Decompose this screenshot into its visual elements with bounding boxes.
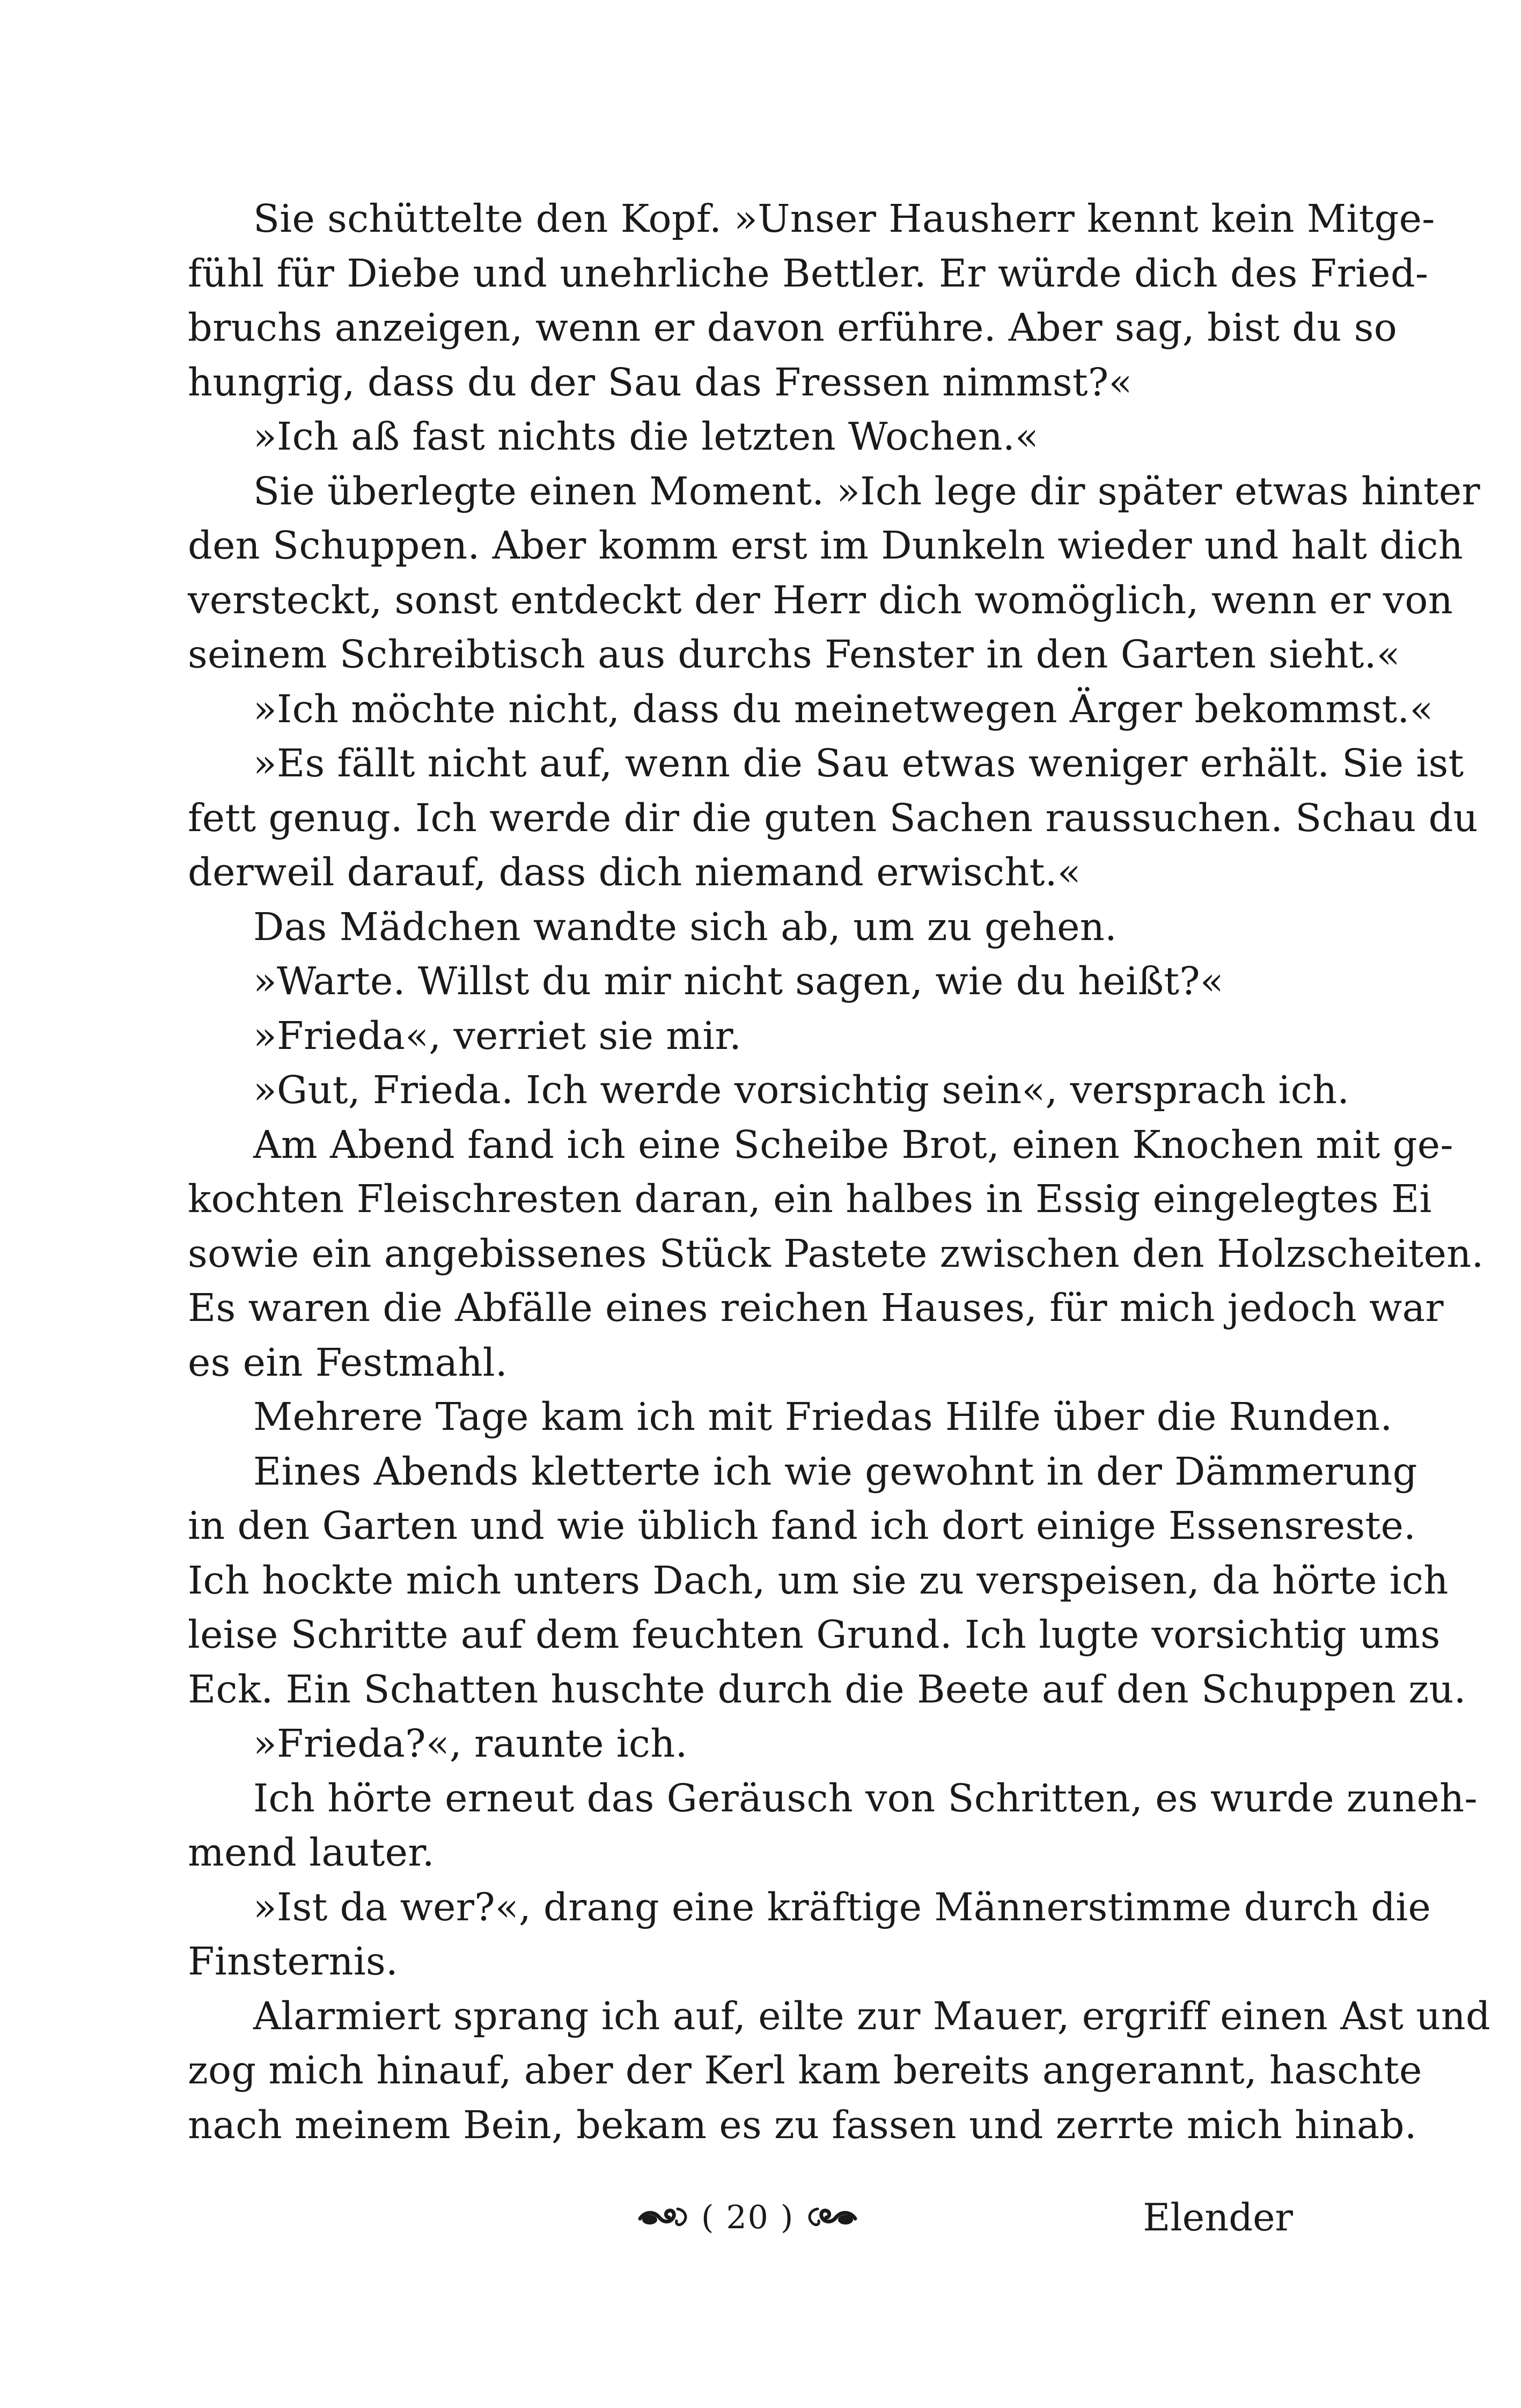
text-line: den Schuppen. Aber komm erst im Dunkeln wieder und halt dich [188, 523, 1464, 568]
text-line: bruchs anzeigen, wenn er davon erführe. Aber sag, bist du so [188, 305, 1398, 350]
text-line: es ein Festmahl. [188, 1340, 508, 1385]
text-line: fühl für Diebe und unehrliche Bettler. Er würde dich des Fried- [188, 251, 1429, 296]
text-line: Alarmiert sprang ich auf, eilte zur Mauer, ergriff einen Ast und [253, 1993, 1491, 2038]
text-line: zog mich hinauf, aber der Kerl kam bereits angerannt, haschte [188, 2048, 1422, 2093]
text-line: »Es fällt nicht auf, wenn die Sau etwas weniger erhält. Sie ist [253, 741, 1464, 785]
text-line: versteckt, sonst entdeckt der Herr dich womöglich, wenn er von [188, 577, 1453, 622]
body-text [188, 192, 1491, 2152]
text-line: Das Mädchen wandte sich ab, um zu gehen. [253, 904, 1118, 949]
page-number-group [636, 2188, 859, 2247]
text-line: leise Schritte auf dem feuchten Grund. Ich lugte vorsichtig ums [188, 1612, 1441, 1657]
text-line: »Ich aß fast nichts die letzten Wochen.« [253, 414, 1039, 459]
text-line: »Gut, Frieda. Ich werde vorsichtig sein«, versprach ich. [253, 1068, 1350, 1112]
text-line: seinem Schreibtisch aus durchs Fenster in den Garten sieht.« [188, 632, 1400, 677]
text-line: kochten Fleischresten daran, ein halbes in Essig eingelegtes Ei [188, 1177, 1432, 1221]
text-line: »Ich möchte nicht, dass du meinetwegen Ärger bekommst.« [253, 686, 1434, 731]
text-line: »Frieda?«, raunte ich. [253, 1721, 688, 1766]
text-line: mend lauter. [188, 1830, 435, 1875]
text-line: »Frieda«, verriet sie mir. [253, 1013, 742, 1058]
text-line: Sie überlegte einen Moment. »Ich lege dir später etwas hinter [253, 468, 1481, 513]
text-line: Sie schüttelte den Kopf. »Unser Hausherr kennt kein Mitge- [253, 196, 1435, 241]
running-title: Elender [1143, 2196, 1293, 2240]
text-line: Ich hockte mich unters Dach, um sie zu verspeisen, da hörte ich [188, 1558, 1449, 1603]
text-line: derweil darauf, dass dich niemand erwischt.« [188, 850, 1081, 894]
text-line: sowie ein angebissenes Stück Pastete zwischen den Holzscheiten. [188, 1231, 1484, 1276]
text-line: Eck. Ein Schatten huschte durch die Beete auf den Schuppen zu. [188, 1666, 1466, 1712]
text-line: in den Garten und wie üblich fand ich dort einige Essensreste. [188, 1503, 1416, 1548]
text-line: nach meinem Bein, bekam es zu fassen und zerrte mich hinab. [188, 2102, 1417, 2147]
text-line: »Ist da wer?«, drang eine kräftige Männerstimme durch die [253, 1884, 1431, 1929]
text-line: Es waren die Abfälle eines reichen Hauses, für mich jedoch war [188, 1286, 1444, 1330]
flourish-left-icon [636, 2201, 695, 2234]
text-line: Am Abend fand ich eine Scheibe Brot, einen Knochen mit ge- [253, 1122, 1453, 1167]
text-line: »Warte. Willst du mir nicht sagen, wie du heißt?« [253, 959, 1224, 1003]
page-number: ( 20 ) [701, 2199, 795, 2236]
text-line: Ich hörte erneut das Geräusch von Schritten, es wurde zuneh- [253, 1775, 1478, 1820]
text-line: fett genug. Ich werde dir die guten Sachen raussuchen. Schau du [188, 795, 1479, 840]
text-line: Finsternis. [188, 1939, 399, 1984]
text-line: Mehrere Tage kam ich mit Friedas Hilfe über die Runden. [253, 1394, 1393, 1439]
text-line: Eines Abends kletterte ich wie gewohnt in der Dämmerung [253, 1449, 1417, 1494]
page-footer [0, 2188, 1521, 2247]
text-line: hungrig, dass du der Sau das Fressen nimmst?« [188, 359, 1133, 405]
flourish-right-icon [800, 2201, 859, 2234]
